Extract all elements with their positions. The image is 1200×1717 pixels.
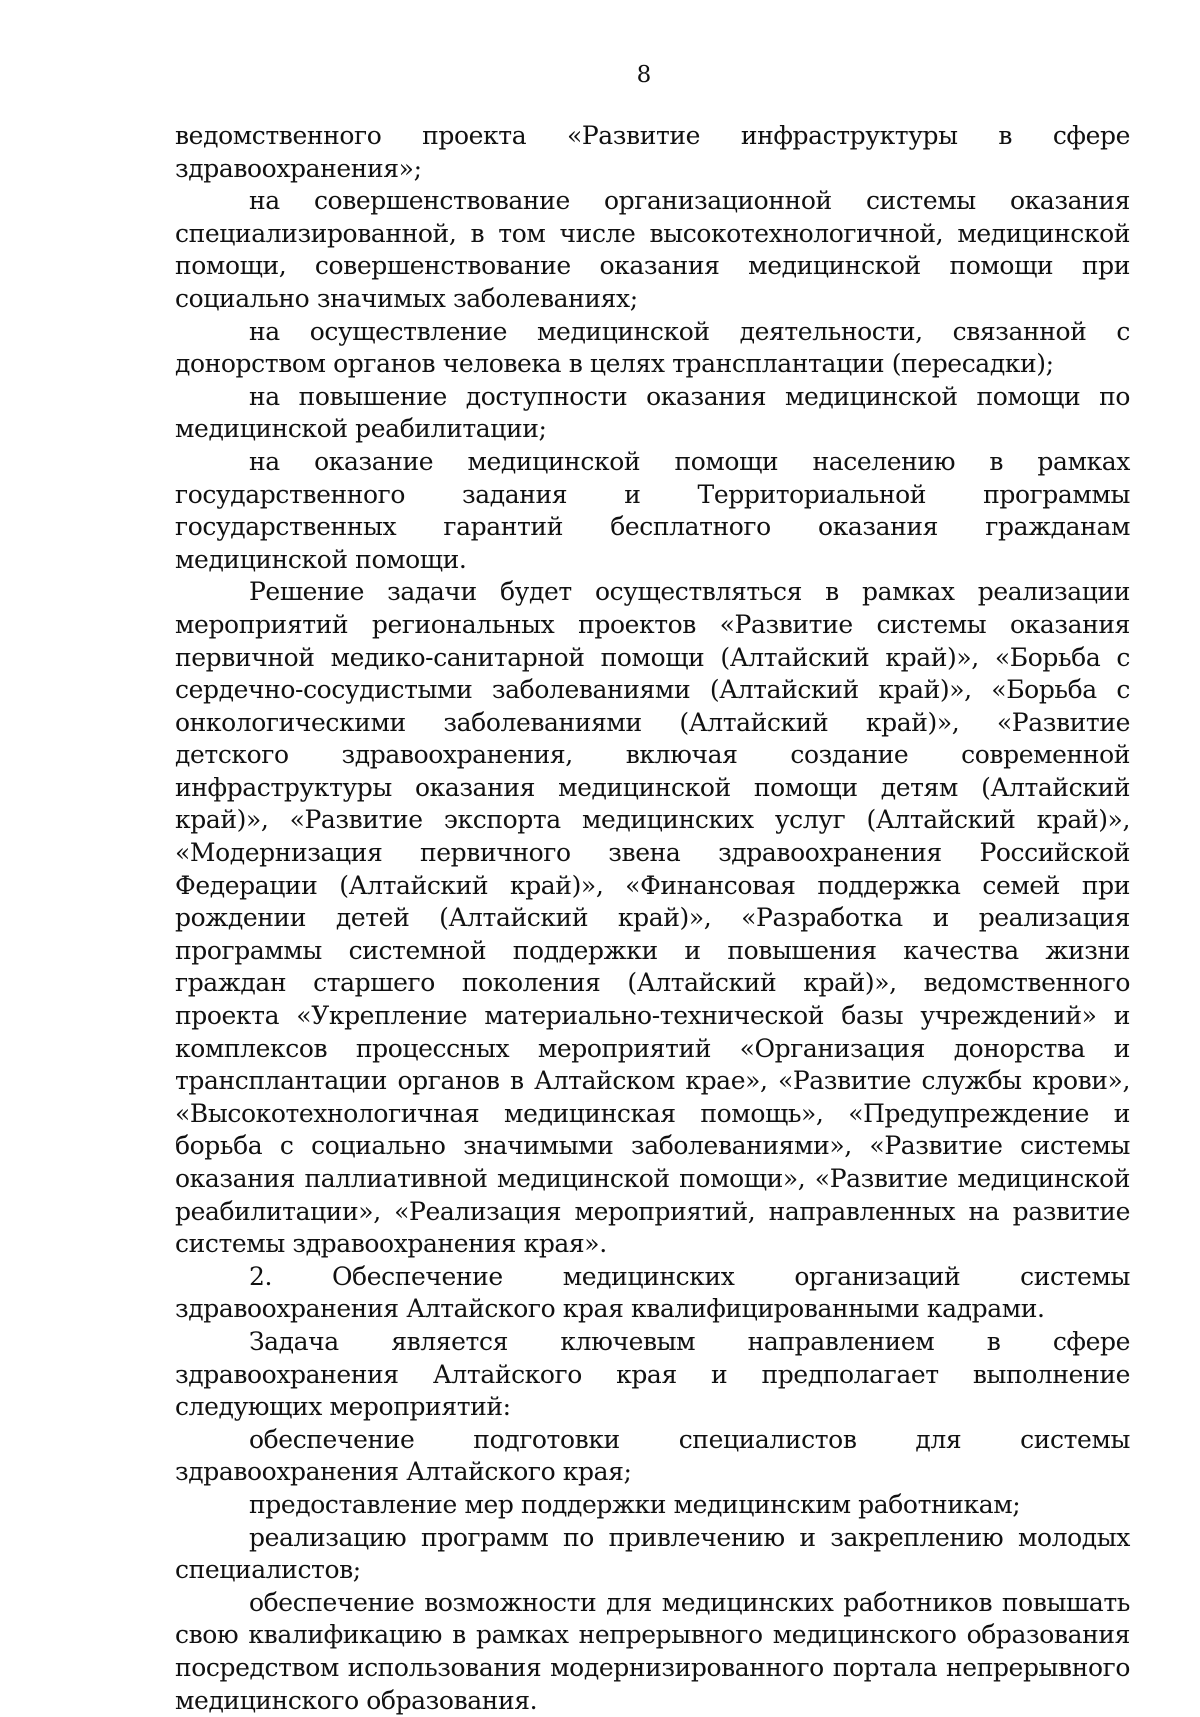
paragraph: на повышение доступности оказания медицинской помощи по медицинской реабилитации; (175, 381, 1130, 444)
paragraph: обеспечение возможности для медицинских работников повышать свою квалификацию в рамках непрерывного медицинского образования посредством использования модернизированного портала непрерывного медицинского образования. (175, 1587, 1130, 1715)
paragraph: ведомственного проекта «Развитие инфраструктуры в сфере здравоохранения»; (175, 121, 1130, 183)
paragraph: на оказание медицинской помощи населению в рамках государственного задания и Территориальной программы государственных гарантий бесплатного оказания гражданам медицинской помощи. (175, 446, 1130, 574)
paragraph: предоставление мер поддержки медицинским работникам; (249, 1489, 1021, 1519)
paragraph: Решение задачи будет осуществляться в рамках реализации мероприятий региональных проектов «Развитие системы оказания первичной медико-санитарной помощи (Алтайский край)», «Борьба с сердечно-сосудистыми заболеваниями (Алтайский край)», «Борьба с онкологическими заболеваниями (Алтайский край)», «Развитие детского здравоохранения, включая создание современной инфраструктуры оказания медицинской помощи детям (Алтайский край)», «Развитие экспорта медицинских услуг (Алтайский край)», «Модернизация первичного звена здравоохранения Российской Федерации (Алтайский край)», «Финансовая поддержка семей при рождении детей (Алтайский край)», «Разработка и реализация программы системной поддержки и повышения качества жизни граждан старшего поколения (Алтайский край)», ведомственного проекта «Укрепление материально-технической базы учреждений» и комплексов процессных мероприятий «Организация донорства и трансплантации органов в Алтайском крае», «Развитие службы крови», «Высокотехнологичная медицинская помощь», «Предупреждение и борьба с социально значимыми заболеваниями», «Развитие системы оказания паллиативной медицинской помощи», «Развитие медицинской реабилитации», «Реализация мероприятий, направленных на развитие системы здравоохранения края». (175, 577, 1130, 1259)
page-number: 8 (636, 62, 652, 88)
paragraph: на совершенствование организационной системы оказания специализированной, в том числе высокотехнологичной, медицинской помощи, совершенствование оказания медицинской помощи при социально значимых заболеваниях; (175, 186, 1130, 313)
paragraph: обеспечение подготовки специалистов для системы здравоохранения Алтайского края; (175, 1424, 1130, 1487)
paragraph: 2. Обеспечение медицинских организаций системы здравоохранения Алтайского края квалифицированными кадрами. (175, 1261, 1130, 1324)
paragraph: Задача является ключевым направлением в сфере здравоохранения Алтайского края и предполагает выполнение следующих мероприятий: (175, 1326, 1130, 1422)
document-body (175, 120, 1130, 1717)
paragraph: реализацию программ по привлечению и закреплению молодых специалистов; (175, 1522, 1130, 1585)
paragraph: на осуществление медицинской деятельности, связанной с донорством органов человека в целях трансплантации (пересадки); (175, 316, 1130, 379)
